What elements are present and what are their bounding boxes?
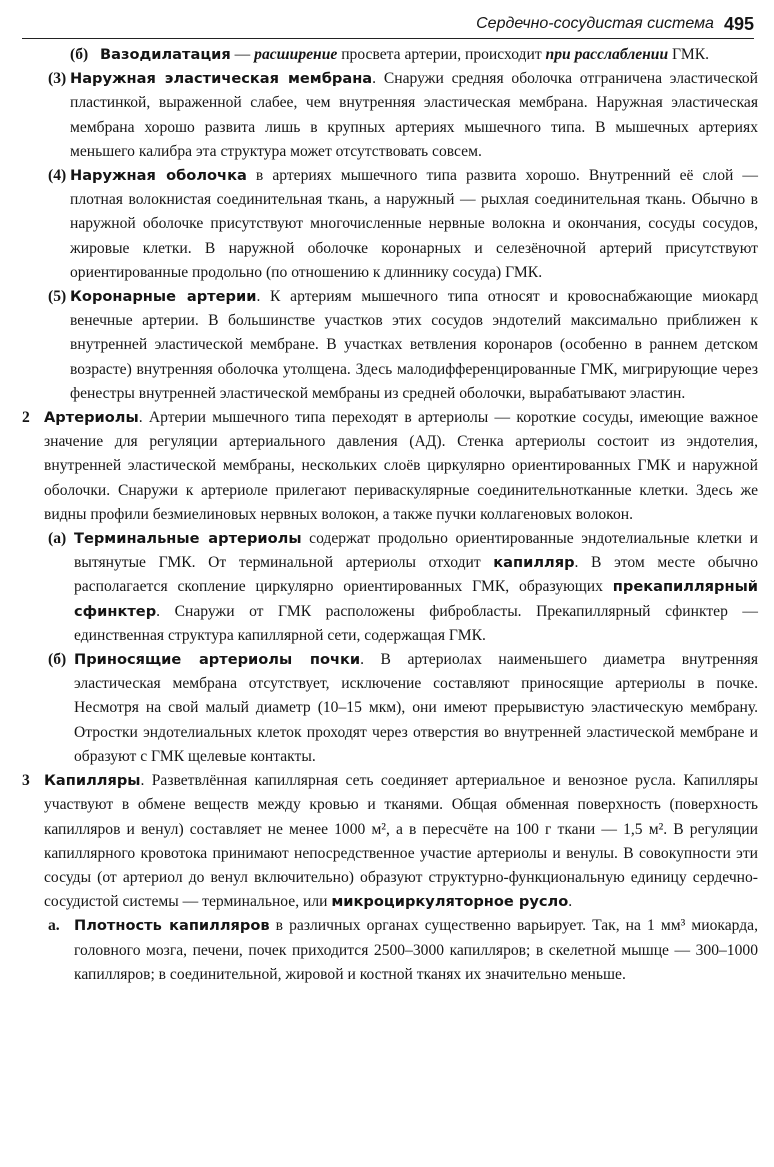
item-outer-coat (22, 164, 758, 285)
text: просвета артерии, происходит (337, 46, 546, 63)
text: . К артериям мышечного типа относят и кровоснабжающие миокард венечные артерии. В большинстве участков этих сосудов эндотелий максимально приближен к внутренней эластической мембране. В участках ветвления коронаров (особенно в раннем детском возрасте) внутренняя оболочка утолщена. Здесь малодифференцированные ГМК, мигрирующие через фенестры внутренней эластической мембраны из средней оболочки, вырабатывают эластин. (70, 288, 758, 402)
term-heading: Плотность капилляров (74, 917, 270, 935)
term-heading: Наружная оболочка (70, 167, 247, 185)
paragraph (70, 164, 758, 285)
term-bold: прекапиллярный сфинктер (74, 578, 758, 620)
paragraph (44, 769, 758, 914)
text: . Снаружи средняя оболочка отграничена эластической пластинкой, выраженной слабее, чем внутренняя эластическая мембрана. Наружная эластическая мембрана хорошо развита лишь в крупных артериях мышечного типа. В мышечных артериях меньшего калибра эта структура может отсутствовать совсем. (70, 70, 759, 160)
term-bold: микроциркуляторное русло (331, 893, 569, 911)
section-number: 3 (22, 772, 30, 790)
text: . Разветвлённая капиллярная сеть соединяет артериальное и венозное русла. Капилляры участвуют в обмене веществ между кровью и тканями. Общая обменная поверхность (поверхность капилляров и венул) составляет не менее 1000 м², а в пересчёте на 100 г ткани — 1,5 м². В регуляции капиллярного кровотока принимают непосредственное участие артериолы и венулы. В совокупности эти сосуды (от артериол до венул включительно) образуют структурно-функциональную единицу сердечно-сосудистой системы — терминальное, или (44, 772, 758, 911)
page-content (22, 43, 758, 987)
item-label: (б) (48, 651, 67, 669)
text: содержат продольно ориентированные эндотелиальные клетки и вытянутые ГМК. От терминальной артериолы отходит (74, 530, 758, 572)
item-label: (а) (48, 530, 67, 548)
term-bold: капилляр (493, 554, 575, 572)
item-vasodilation (22, 43, 758, 67)
page-number: 495 (723, 13, 754, 34)
emphasis: расширение (254, 46, 338, 63)
text: . (568, 893, 573, 911)
paragraph (70, 67, 758, 164)
running-title: Сердечно-сосудистая система (476, 14, 714, 32)
item-outer-elastic-membrane (22, 67, 758, 164)
term-heading: Терминальные артериолы (74, 530, 302, 548)
section-capillaries (22, 769, 758, 914)
dash: — (230, 46, 255, 63)
paragraph (100, 43, 758, 67)
item-afferent-arterioles (22, 648, 758, 769)
term-heading: Артериолы (44, 409, 139, 427)
item-label: (б) (70, 46, 89, 63)
paragraph (44, 406, 758, 527)
term-heading: Наружная эластическая мембрана (70, 70, 373, 88)
text: в различных органах существенно варьирует. Так, на 1 мм³ миокарда, головного мозга, печени, почек приходится 2500–3000 капилляров; в скелетной мышце — 300–1000 капилляров; в соединительной, жировой и костной тканях их значительно меньше. (74, 917, 758, 983)
paragraph (74, 527, 758, 648)
item-capillary-density (22, 914, 758, 987)
term-heading: Капилляры (44, 772, 141, 790)
term-heading: Коронарные артерии (70, 288, 257, 306)
item-coronary-arteries (22, 285, 758, 406)
paragraph (74, 648, 758, 769)
text: . В артериолах наименьшего диаметра внутренняя эластическая мембрана отсутствует, исключение составляют приносящие артериолы в почке. Несмотря на свой малый диаметр (10–15 мкм), они имеют прерывистую эластическую мембрану. Отростки эндотелиальных клеток проходят через отверстия во внутренней эластической мембране и образуют с ГМК щелевые контакты. (74, 651, 758, 765)
text: . Артерии мышечного типа переходят в артериолы — короткие сосуды, имеющие важное значение для регуляции артериального давления (АД). Стенка артериолы состоит из эндотелия, внутренней эластической мембраны, нескольких слоёв циркулярно ориентированных ГМК и наружной оболочки. Снаружи к артериоле прилегают периваскулярные соединительнотканные клетки. Здесь же видны профили безмиелиновых нервных волокон, а также пучки коллагеновых волокон. (44, 409, 758, 523)
item-label: а. (48, 917, 60, 935)
item-label: (5) (48, 288, 67, 306)
term-heading: Вазодилатация (100, 46, 231, 63)
item-label: (3) (48, 70, 67, 88)
text: . В этом месте обычно располагается скопление циркулярно ориентированных ГМК, образующих (74, 554, 758, 596)
running-header (22, 6, 754, 39)
item-terminal-arterioles (22, 527, 758, 648)
paragraph (70, 285, 758, 406)
section-number: 2 (22, 409, 30, 427)
text: ГМК. (668, 46, 710, 63)
paragraph (74, 914, 758, 987)
term-heading: Приносящие артериолы почки (74, 651, 361, 669)
text: . Снаружи от ГМК расположены фибробласты. Прекапиллярный сфинктер — единственная структура капиллярной сети, содержащая ГМК. (74, 602, 758, 644)
item-label: (4) (48, 167, 67, 185)
emphasis: при расслаблении (545, 46, 669, 63)
section-arterioles (22, 406, 758, 527)
text: в артериях мышечного типа развита хорошо. Внутренний её слой — плотная волокнистая соединительная ткань, а наружный — рыхлая соединительная ткань. Обычно в наружной оболочке присутствуют многочисленные нервные волокна и окончания, сосуды сосудов, жировые клетки. В наружной оболочке коронарных и селезёночной артерий присутствуют ориентированные продольно (по отношению к длиннику сосуда) ГМК. (70, 167, 759, 281)
